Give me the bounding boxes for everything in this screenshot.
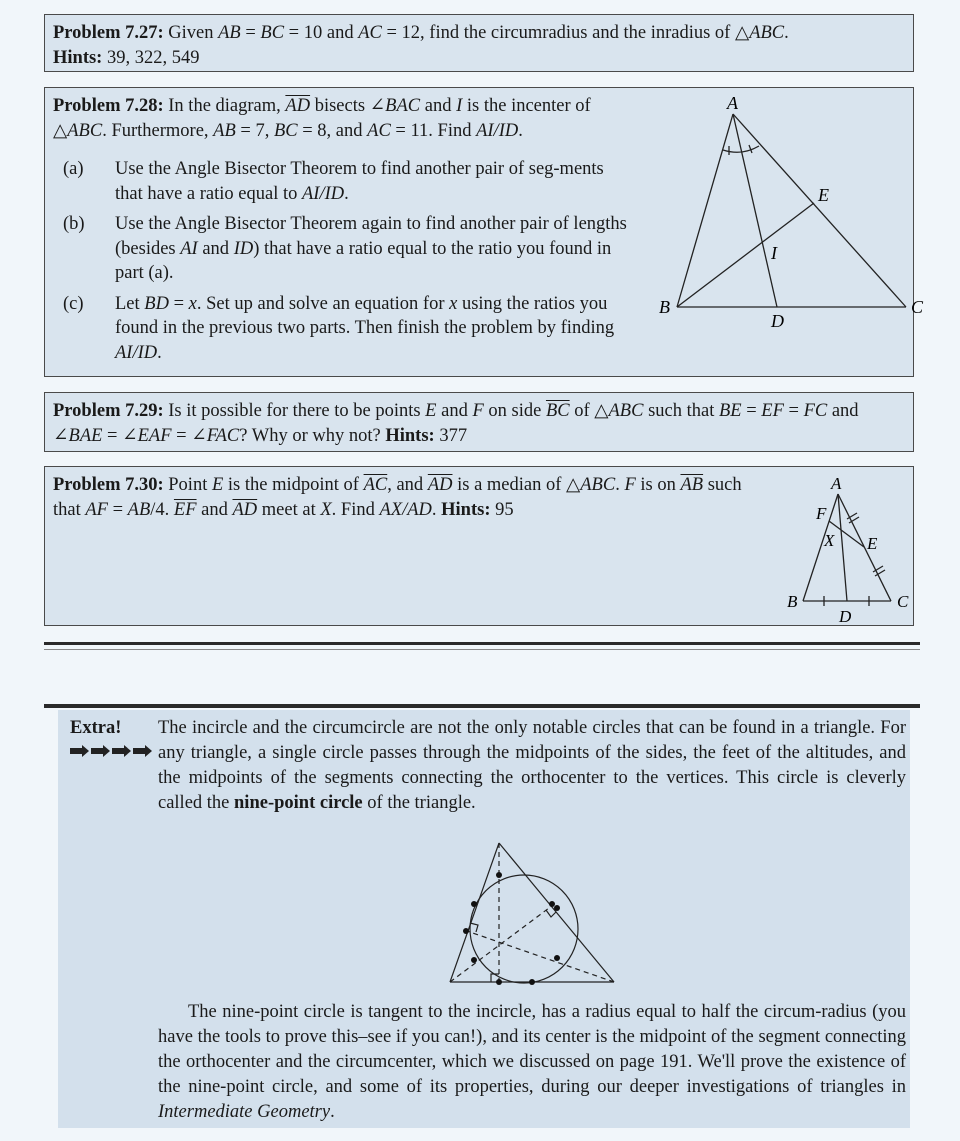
text: = xyxy=(107,499,128,520)
altitude-dashed xyxy=(467,931,614,982)
extra-paragraph-1 xyxy=(158,716,906,816)
text: = 11. Find xyxy=(390,120,477,141)
text: bisects ∠ xyxy=(310,96,386,116)
label-D: D xyxy=(771,311,784,331)
label-B: B xyxy=(787,592,798,611)
problem-label: Problem 7.30: xyxy=(53,475,164,495)
text: such that xyxy=(53,475,742,520)
text: on side xyxy=(483,401,546,421)
median-diagram xyxy=(771,467,913,625)
text: is the midpoint of xyxy=(223,475,364,495)
label-C: C xyxy=(911,297,924,317)
math: X xyxy=(320,499,332,520)
sub-parts xyxy=(53,157,628,365)
right-angle-mark xyxy=(470,923,478,932)
math: BAE xyxy=(68,425,103,446)
text: Use the Angle Bisector Theorem to find another pair of seg-ments that have a ratio equal to xyxy=(115,159,604,204)
part-b xyxy=(53,212,628,286)
math: FC xyxy=(803,401,828,421)
text: = 10 and xyxy=(284,23,359,43)
problem-7-30-text xyxy=(45,467,781,528)
math: BE xyxy=(718,401,742,421)
hints-values: 95 xyxy=(490,499,514,520)
text: meet at xyxy=(257,499,321,520)
part-body xyxy=(115,157,628,206)
term-nine-point-circle: nine-point circle xyxy=(234,793,363,813)
math: x xyxy=(449,293,458,314)
label-A: A xyxy=(831,474,842,493)
text: = 7, xyxy=(235,120,274,141)
text: . Furthermore, xyxy=(102,120,214,141)
label-B: B xyxy=(659,297,670,317)
math: ID xyxy=(233,238,254,259)
nine-point-circle xyxy=(470,875,578,983)
math: ABC xyxy=(749,23,785,43)
math: $\overline{EF}$ xyxy=(173,499,197,520)
text: and xyxy=(197,238,234,259)
math: I xyxy=(456,96,463,116)
text: and ∠ xyxy=(53,401,859,446)
math: F xyxy=(472,401,484,421)
math: $\overline{AD}$ xyxy=(232,499,258,520)
extra-label: Extra! xyxy=(70,718,122,738)
math: AX/AD xyxy=(379,499,432,520)
text: = xyxy=(783,401,804,421)
label-C: C xyxy=(897,592,909,611)
problem-7-30-box xyxy=(44,466,914,626)
math: E xyxy=(425,401,437,421)
problem-label: Problem 7.28: xyxy=(53,96,164,116)
text: In the diagram, xyxy=(163,96,286,116)
angle-bisector-diagram xyxy=(635,88,924,376)
math: AI xyxy=(180,238,198,259)
text: of the triangle. xyxy=(362,793,476,813)
text: using the ratios you found in the previous two parts. Then finish the problem by finding xyxy=(115,293,615,338)
text: = xyxy=(168,293,189,314)
text: and xyxy=(196,499,233,520)
text: Use the Angle Bisector Theorem again to find another pair of lengths (besides xyxy=(115,214,627,259)
text: . xyxy=(344,183,349,204)
problem-label: Problem 7.27: xyxy=(53,23,164,43)
math: E xyxy=(211,475,224,495)
problem-7-28-text xyxy=(45,88,636,377)
part-label: (b) xyxy=(63,214,85,234)
problem-7-29-text xyxy=(45,393,913,454)
math: $\overline{AD}$ xyxy=(427,475,453,495)
math: ABC xyxy=(580,475,616,495)
math: AF xyxy=(85,499,108,520)
text: = ∠ xyxy=(102,425,138,446)
hints-values: 377 xyxy=(434,425,468,446)
text: The incircle and the circumcircle are not the only notable circles that can be found in a triangle. For any triangle, a single circle passes through the midpoints of the sides, the feet of the altitudes, and the midpoints of the segments connecting the orthocenter to the vertices. This circle is cleverly called the xyxy=(158,718,906,813)
text: /4. xyxy=(150,499,174,520)
math: AB xyxy=(213,120,236,141)
problem-7-27-box xyxy=(44,14,914,72)
label-F: F xyxy=(816,504,827,523)
text: Point xyxy=(163,475,212,495)
segment-BE xyxy=(677,203,814,307)
hints-label: Hints: xyxy=(441,499,491,520)
text: = xyxy=(741,401,762,421)
text: of △ xyxy=(569,401,609,421)
hints-values: 39, 322, 549 xyxy=(102,47,200,68)
part-label: (a) xyxy=(63,159,84,179)
extra-paragraph-2 xyxy=(158,1000,906,1125)
part-c xyxy=(53,292,628,366)
math: $\overline{AB}$ xyxy=(680,475,704,495)
arrows-icon xyxy=(68,744,158,758)
text: The nine-point circle is tangent to the incircle, has a radius equal to half the circum-radius (you have the tools to prove this–see if you can!), and its center is the midpoint of the segment connecting the orthocenter and the circumcenter, which we discussed on page 191. We'll prove the existence of the nine-point circle, and some of its properties, during our deeper investigations of triangles in xyxy=(158,1002,906,1097)
text: ) that have a ratio equal to the ratio you found in part (a). xyxy=(115,238,612,283)
math: AC xyxy=(358,23,382,43)
math: BD xyxy=(144,293,169,314)
math: $\overline{AD}$ xyxy=(285,96,311,116)
section-divider-thin xyxy=(44,649,920,650)
text: and xyxy=(436,401,473,421)
text: Given xyxy=(168,23,219,43)
extra-top-rule xyxy=(44,704,920,708)
text: is on xyxy=(635,475,681,495)
side-AB xyxy=(677,114,733,307)
text: . xyxy=(784,23,789,43)
text: Is it possible for there to be points xyxy=(163,401,426,421)
label-D: D xyxy=(839,607,852,626)
label-E: E xyxy=(818,185,829,205)
side-AC xyxy=(733,114,906,307)
text: is the incenter of △ xyxy=(53,96,591,141)
segment-AD xyxy=(733,114,777,307)
text: is a median of △ xyxy=(452,475,581,495)
math: ABC xyxy=(608,401,644,421)
math: ABC xyxy=(67,120,103,141)
extra-sidebar xyxy=(58,710,910,1128)
math: $\overline{BC}$ xyxy=(545,401,570,421)
math: F xyxy=(624,475,636,495)
part-a xyxy=(53,157,628,206)
text: = 12, find the circumradius and the inradius of △ xyxy=(381,23,750,43)
math: EF xyxy=(761,401,784,421)
label-E: E xyxy=(867,534,878,553)
text: . xyxy=(431,499,442,520)
math: AI/ID xyxy=(476,120,519,141)
problem-7-27-text xyxy=(45,15,913,76)
hints-label: Hints: xyxy=(385,425,435,446)
part-body xyxy=(115,212,628,286)
text: Let xyxy=(115,293,145,314)
nine-point-circle-diagram xyxy=(448,828,618,988)
math: $\overline{AC}$ xyxy=(363,475,388,495)
text: . Set up and solve an equation for xyxy=(196,293,450,314)
text: . xyxy=(330,1102,335,1122)
part-body xyxy=(115,292,628,366)
text: . xyxy=(518,120,523,141)
math: AC xyxy=(367,120,391,141)
text: , and xyxy=(387,475,428,495)
side-right xyxy=(499,843,614,982)
math: BC xyxy=(260,23,285,43)
math: FAC xyxy=(206,425,240,446)
text: ? Why or why not? xyxy=(239,425,386,446)
math: x xyxy=(188,293,197,314)
book-title: Intermediate Geometry xyxy=(158,1102,331,1122)
math: BAC xyxy=(385,96,421,116)
text: . xyxy=(157,342,162,363)
problem-label: Problem 7.29: xyxy=(53,401,164,421)
section-divider xyxy=(44,642,920,645)
text: and xyxy=(420,96,457,116)
hints-label: Hints: xyxy=(53,47,103,68)
math: AI/ID xyxy=(115,342,158,363)
label-A: A xyxy=(727,93,738,113)
text: . Find xyxy=(331,499,380,520)
math: AB xyxy=(218,23,241,43)
math: BC xyxy=(273,120,298,141)
math: EAF xyxy=(137,425,172,446)
label-I: I xyxy=(771,243,777,263)
part-label: (c) xyxy=(63,293,84,314)
math: AI/ID xyxy=(301,183,345,204)
problem-7-29-box xyxy=(44,392,914,452)
text: . xyxy=(615,475,625,495)
text: such that xyxy=(643,401,719,421)
right-angle-mark xyxy=(546,910,556,917)
text: = xyxy=(240,23,261,43)
problem-7-28-box xyxy=(44,87,924,377)
text: = 8, and xyxy=(297,120,368,141)
math: AB xyxy=(127,499,151,520)
text: = ∠ xyxy=(171,425,207,446)
label-X: X xyxy=(824,531,835,550)
